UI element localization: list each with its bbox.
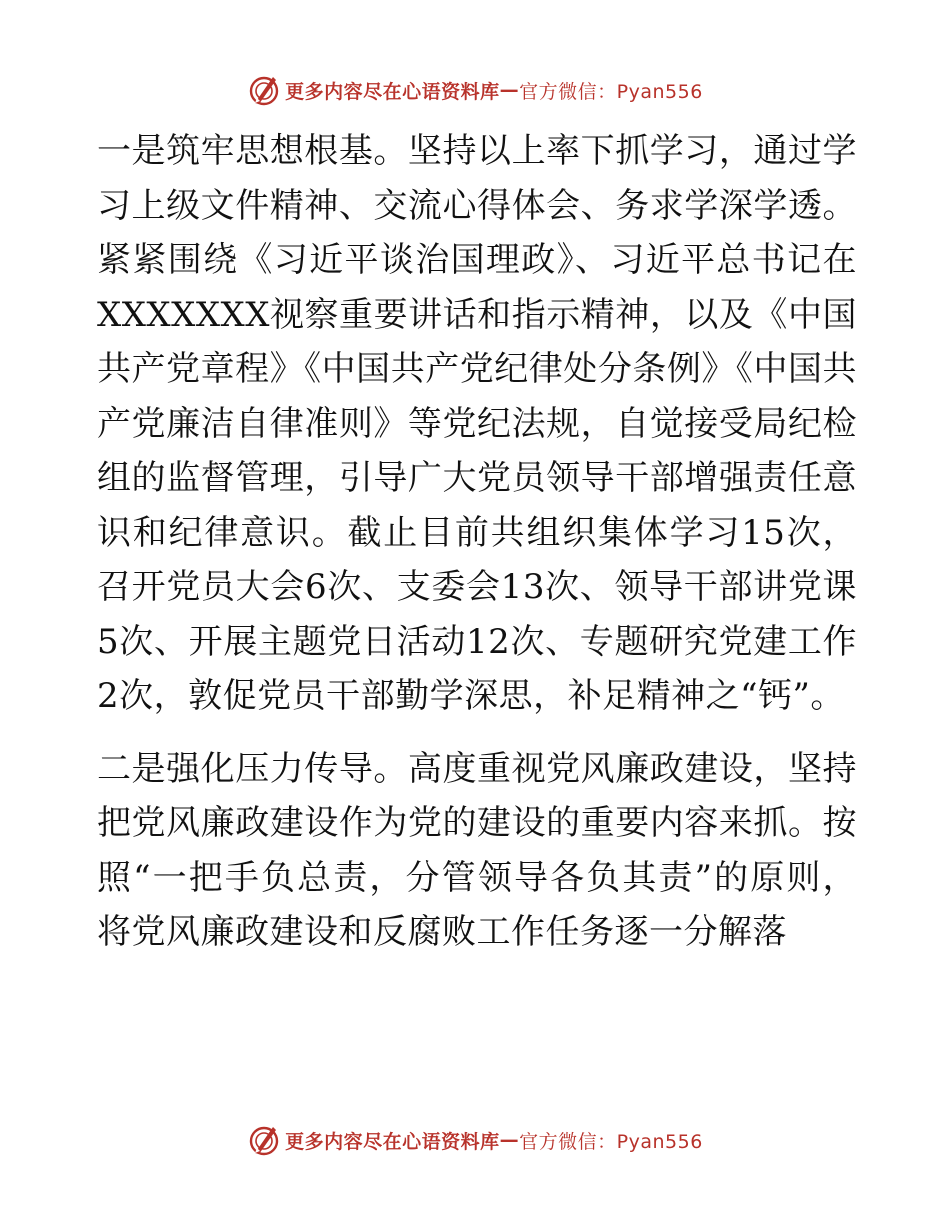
- document-body: [97, 124, 857, 960]
- footer-watermark: [0, 1120, 950, 1160]
- quill-logo-icon: [247, 73, 281, 107]
- paragraph-1: 一是筑牢思想根基。坚持以上率下抓学习，通过学习上级文件精神、交流心得体会、务求学深学透。紧紧围绕《习近平谈治国理政》、习近平总书记在XXXXXXX视察重要讲话和指示精神，以及《中国共产党章程》《中国共产党纪律处分条例》《中国共产党廉洁自律准则》等党纪法规，自觉接受局纪检组的监督管理，引导广大党员领导干部增强责任意识和纪律意识。截止目前共组织集体学习15次，召开党员大会6次、支委会13次、领导干部讲党课5次、开展主题党日活动12次、专题研究党建工作2次，敦促党员干部勤学深思，补足精神之“钙”。: [97, 131, 857, 716]
- watermark-text: 更多内容尽在心语资料库: [285, 80, 500, 103]
- watermark-wechat: 官方微信：Pyan556: [519, 1130, 703, 1153]
- header-watermark: [0, 70, 950, 110]
- quill-logo-icon: [247, 1123, 281, 1157]
- paragraph-2: 二是强化压力传导。高度重视党风廉政建设，坚持把党风廉政建设作为党的建设的重要内容来抓。按照“一把手负总责，分管领导各负其责”的原则，将党风廉政建设和反腐败工作任务逐一分解落: [97, 748, 857, 952]
- watermark-separator: —: [499, 1129, 520, 1151]
- watermark-wechat: 官方微信：Pyan556: [519, 80, 703, 103]
- watermark-text: 更多内容尽在心语资料库: [285, 1130, 500, 1153]
- watermark-separator: —: [499, 79, 520, 101]
